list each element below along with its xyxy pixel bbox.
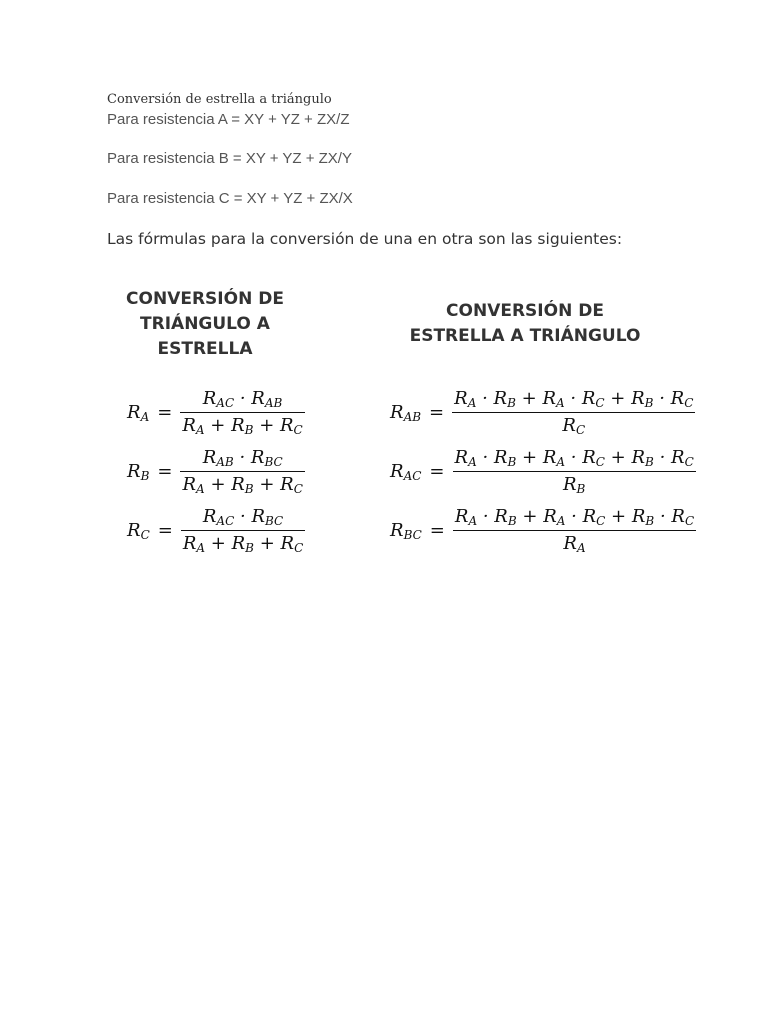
equals-sign: = (429, 520, 445, 541)
equals-sign: = (157, 461, 173, 482)
resistance-line-b: Para resistencia B = XY + YZ + ZX/Y (107, 150, 352, 167)
equals-sign: = (157, 520, 173, 541)
section-heading-star-to-triangle (395, 299, 655, 349)
formula-lhs: $R_{BC}$ (390, 520, 422, 542)
heading-line: CONVERSIÓN DE (446, 301, 604, 321)
denominator: $R_A + R_B + R_C$ (182, 533, 304, 555)
formula-ra (127, 388, 305, 437)
equals-sign: = (429, 461, 445, 482)
denominator: $R_A + R_B + R_C$ (182, 415, 303, 437)
fraction (452, 388, 695, 437)
numerator: $R_A \cdot R_B + R_A \cdot R_C + R_B \cdot R_C$ (454, 447, 694, 469)
heading-line: TRIÁNGULO A (140, 314, 270, 334)
fraction (180, 388, 304, 437)
formula-lhs: $R_C$ (127, 520, 150, 542)
fraction (181, 506, 305, 555)
equals-sign: = (429, 402, 445, 423)
resistance-line-a: Para resistencia A = XY + YZ + ZX/Z (107, 111, 350, 128)
formula-rac (390, 447, 696, 496)
formula-lhs: $R_A$ (127, 402, 150, 424)
denominator: $R_A + R_B + R_C$ (182, 474, 303, 496)
fraction (180, 447, 304, 496)
fraction (453, 447, 696, 496)
formula-rbc (390, 506, 696, 555)
formula-rb (127, 447, 305, 496)
section-heading-triangle-to-star (105, 287, 305, 362)
heading-line: ESTRELLA (157, 339, 253, 359)
document-title: Conversión de estrella a triángulo (107, 92, 332, 107)
denominator: $R_A$ (563, 533, 586, 555)
numerator: $R_{AB} \cdot R_{BC}$ (202, 447, 283, 469)
heading-line: CONVERSIÓN DE (126, 289, 284, 309)
formula-lhs: $R_B$ (127, 461, 150, 483)
fraction (453, 506, 696, 555)
intro-text: Las fórmulas para la conversión de una en otra son las siguientes: (107, 230, 623, 248)
formula-rab (390, 388, 695, 437)
formula-lhs: $R_{AC}$ (390, 461, 422, 483)
equals-sign: = (157, 402, 173, 423)
numerator: $R_{AC} \cdot R_{AB}$ (202, 388, 283, 410)
numerator: $R_A \cdot R_B + R_A \cdot R_C + R_B \cdot R_C$ (454, 506, 695, 528)
heading-line: ESTRELLA A TRIÁNGULO (409, 326, 641, 346)
numerator: $R_{AC} \cdot R_{BC}$ (202, 506, 284, 528)
formula-lhs: $R_{AB}$ (390, 402, 422, 424)
denominator: $R_B$ (562, 474, 586, 496)
numerator: $R_A \cdot R_B + R_A \cdot R_C + R_B \cdot R_C$ (454, 388, 694, 410)
denominator: $R_C$ (562, 415, 586, 437)
formula-rc (127, 506, 305, 555)
resistance-line-c: Para resistencia C = XY + YZ + ZX/X (107, 190, 353, 207)
